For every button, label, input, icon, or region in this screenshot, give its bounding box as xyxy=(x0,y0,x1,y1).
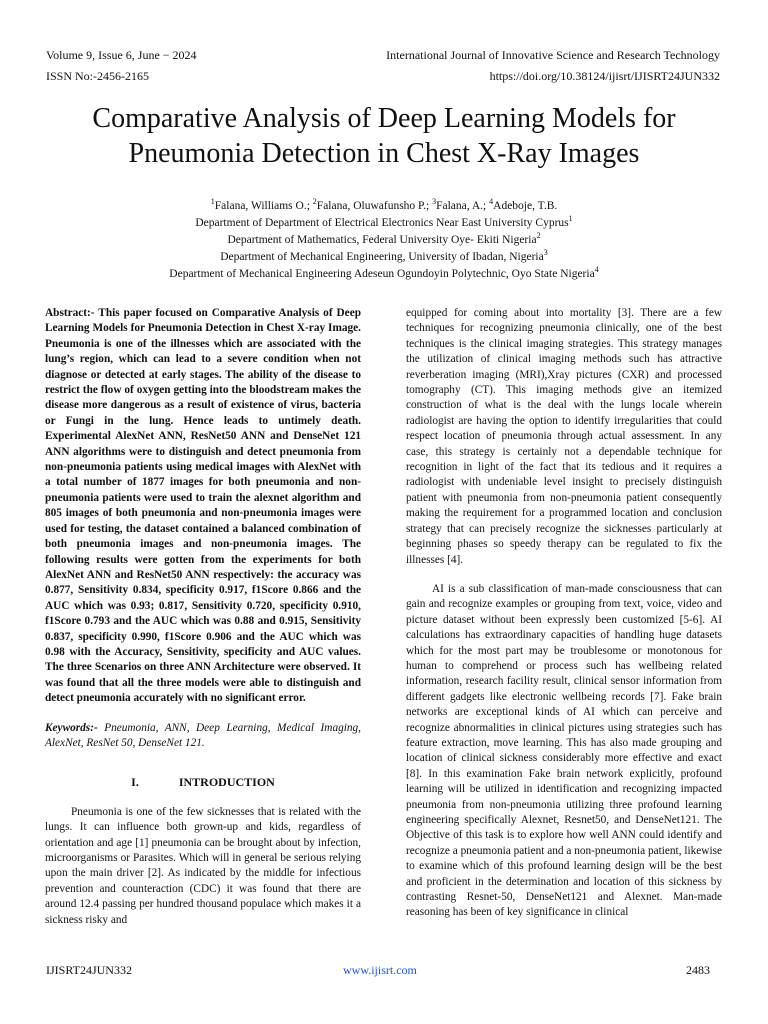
author-1-sup: 1 xyxy=(210,197,215,207)
affiliation-3-sup: 3 xyxy=(543,248,548,258)
author-block xyxy=(40,198,728,283)
author-4: Adeboje, T.B. xyxy=(493,200,558,212)
section-heading-introduction xyxy=(45,775,361,790)
affiliation-1-text: Department of Department of Electrical Electronics Near East University Cyprus xyxy=(195,217,569,229)
keywords-text: Pneumonia, ANN, Deep Learning, Medical Imaging, AlexNet, ResNet 50, DenseNet 121. xyxy=(45,721,361,749)
affiliation-4-sup: 4 xyxy=(594,265,599,275)
title-line-1: Comparative Analysis of Deep Learning Models for xyxy=(92,103,676,134)
header-doi[interactable]: https://doi.org/10.38124/ijisrt/IJISRT24JUN332 xyxy=(489,69,720,83)
abstract: Abstract:- This paper focused on Comparative Analysis of Deep Learning Models for Pneumonia Detection in Chest X-ray Image. Pneumonia is one of the illnesses which are associated with the lung’s region, which can lead to a severe condition when not diagnose or detected at early stages. The ability of the disease to restrict the flow of oxygen getting into the bloodstream makes the disease more dangerous as a result of existence of virus, bacteria or Fungi in the lung. Hence leads to untimely death. Experimental AlexNet ANN, ResNet50 ANN and DenseNet 121 ANN algorithms were to distinguish and detect pneumonia from non-pneumonia patients using medical images with AlexNet with a total number of 1877 images for both pneumonia and non-pneumonia patients were used to train the alexnet algorithm and 805 images of both pneumonia and non-pneumonia images were used for testing, the dataset contained a balanced combination of both pneumonia images and non-pneumonia images. The following results were gotten from the experiments for both AlexNet ANN and ResNet50 ANN respectively: the accuracy was 0.877, Sensitivity 0.834, specificity 0.917, f1Score 0.866 and the AUC which was 0.93; 0.817, Sensitivity 0.720, specificity 0.910, f1Score 0.793 and the AUC which was 0.88 and 0.915, Sensitivity 0.837, specificity 0.990, f1Score 0.906 and the AUC which was 0.98 with the Accuracy, Sensitivity, specificity and AUC values. The three Scenarios on three ANN Architecture were observed. It was found that all the three models were able to distinguish and detect pneumonia accurately with no significant error. xyxy=(45,307,361,705)
affiliation-4-text: Department of Mechanical Engineering Adeseun Ogundoyin Polytechnic, Oyo State Nigeria xyxy=(169,268,595,280)
author-list xyxy=(40,198,728,215)
right-paragraph-1: equipped for coming about into mortality [3]. There are a few techniques for recognizing pneumonia clinically, one of the best techniques is the clinical imaging strategies. This strategy manages the utilization of clinical imaging methods such has attractive reverberation imaging (MRI),Xray pictures (CXR) and processed tomography (CT). This imaging methods give an itemized construction of what is the deal with the lungs locale wherein radiologist are having the option to identify irregularities that could respect location of pneumonia through actual assessment. In any case, this strategy is certainly not a dependable technique for recognition in light of the fact that its tedious and it requires a radiologist with undeniable level insight to precisely distinguish patient with pneumonia from non-pneumonia patient consequently making the requirement for a programmed location and conclusion strategy that can precisely recognize the sicknesses particularly at beginning phases so speedy therapy can be regulated to fix the illnesses [4]. xyxy=(406,307,722,566)
author-2: Falana, Oluwafunsho P.; xyxy=(316,200,433,212)
author-3-sup: 3 xyxy=(432,197,437,207)
right-column xyxy=(406,306,722,921)
affiliation-2-sup: 2 xyxy=(536,231,541,241)
affiliation-3-text: Department of Mechanical Engineering, University of Ibadan, Nigeria xyxy=(220,251,544,263)
affiliation-1 xyxy=(40,215,728,232)
affiliation-4 xyxy=(40,266,728,283)
keywords-label: Keywords:- xyxy=(45,721,98,734)
header-journal: International Journal of Innovative Science and Research Technology xyxy=(386,48,720,62)
section-title: INTRODUCTION xyxy=(178,775,275,790)
keywords xyxy=(45,721,361,752)
affiliation-2-text: Department of Mathematics, Federal University Oye- Ekiti Nigeria xyxy=(227,234,537,246)
right-paragraph-2: AI is a sub classification of man-made consciousness that can gain and recognize examples or grouping from text, voice, video and picture dataset without been expressly been customized [5-6]. AI calculations has extraordinary capacities of handling huge datasets which for the most part may be troublesome or monotonous for human to comprehend or process such has wellbeing related information, research facility result, clinical sensor information from different gadgets like electronic wellbeing records [7]. Fake brain networks are exceptional kinds of AI which can perceive and recognize abnormalities in clinical pictures using strategies such has feature extraction, move learning. This has also made grouping and location of clinical sickness considerably more effective and exact [8]. In this examination Fake brain network explicitly, profound learning will be utilized in identification and recognizing impacted pneumonia from non-pneumonia utilizing three profound learning engineering specifically Alexnet, Resnet50, and DenseNet121. The Objective of this task is to explore how well ANN could identify and recognize a pneumonia patient and a non-pneumonia patient, likewise to examine which of this profound learning design will be the best and proficient in the determination and location of this sickness by contrasting Resnet-50, DenseNet121 and Alexnet. Man-made reasoning has been of key significance in clinical xyxy=(406,582,722,919)
footer-site-link[interactable]: www.ijisrt.com xyxy=(343,963,417,977)
section-number: I. xyxy=(131,775,139,790)
header-volume: Volume 9, Issue 6, June − 2024 xyxy=(46,48,197,62)
affiliation-3 xyxy=(40,249,728,266)
intro-paragraph-1: Pneumonia is one of the few sicknesses that is related with the lungs. It can influence both grown-up and kids, regardless of orientation and age [1] pneumonia can be brought about by infection, microorganisms or Parasites. Which will in general be serious relying upon the main driver [2]. As indicated by the middle for infectious prevention and counteraction (CDC) it was found that there are around 12.4 passing per hundred thousand populace which makes it a sickness risky and xyxy=(45,805,361,926)
author-1: Falana, Williams O.; xyxy=(214,200,313,212)
affiliation-1-sup: 1 xyxy=(568,214,573,224)
affiliation-2 xyxy=(40,232,728,249)
title-line-2: Pneumonia Detection in Chest X-Ray Images xyxy=(128,138,640,169)
left-column xyxy=(45,306,361,928)
author-4-sup: 4 xyxy=(489,197,494,207)
author-3: Falana, A.; xyxy=(436,200,490,212)
header-issn: ISSN No:-2456-2165 xyxy=(46,69,150,83)
paper-title xyxy=(40,101,728,171)
author-2-sup: 2 xyxy=(312,197,317,207)
footer-id: IJISRT24JUN332 xyxy=(46,963,132,977)
footer-page-number: 2483 xyxy=(686,963,710,977)
